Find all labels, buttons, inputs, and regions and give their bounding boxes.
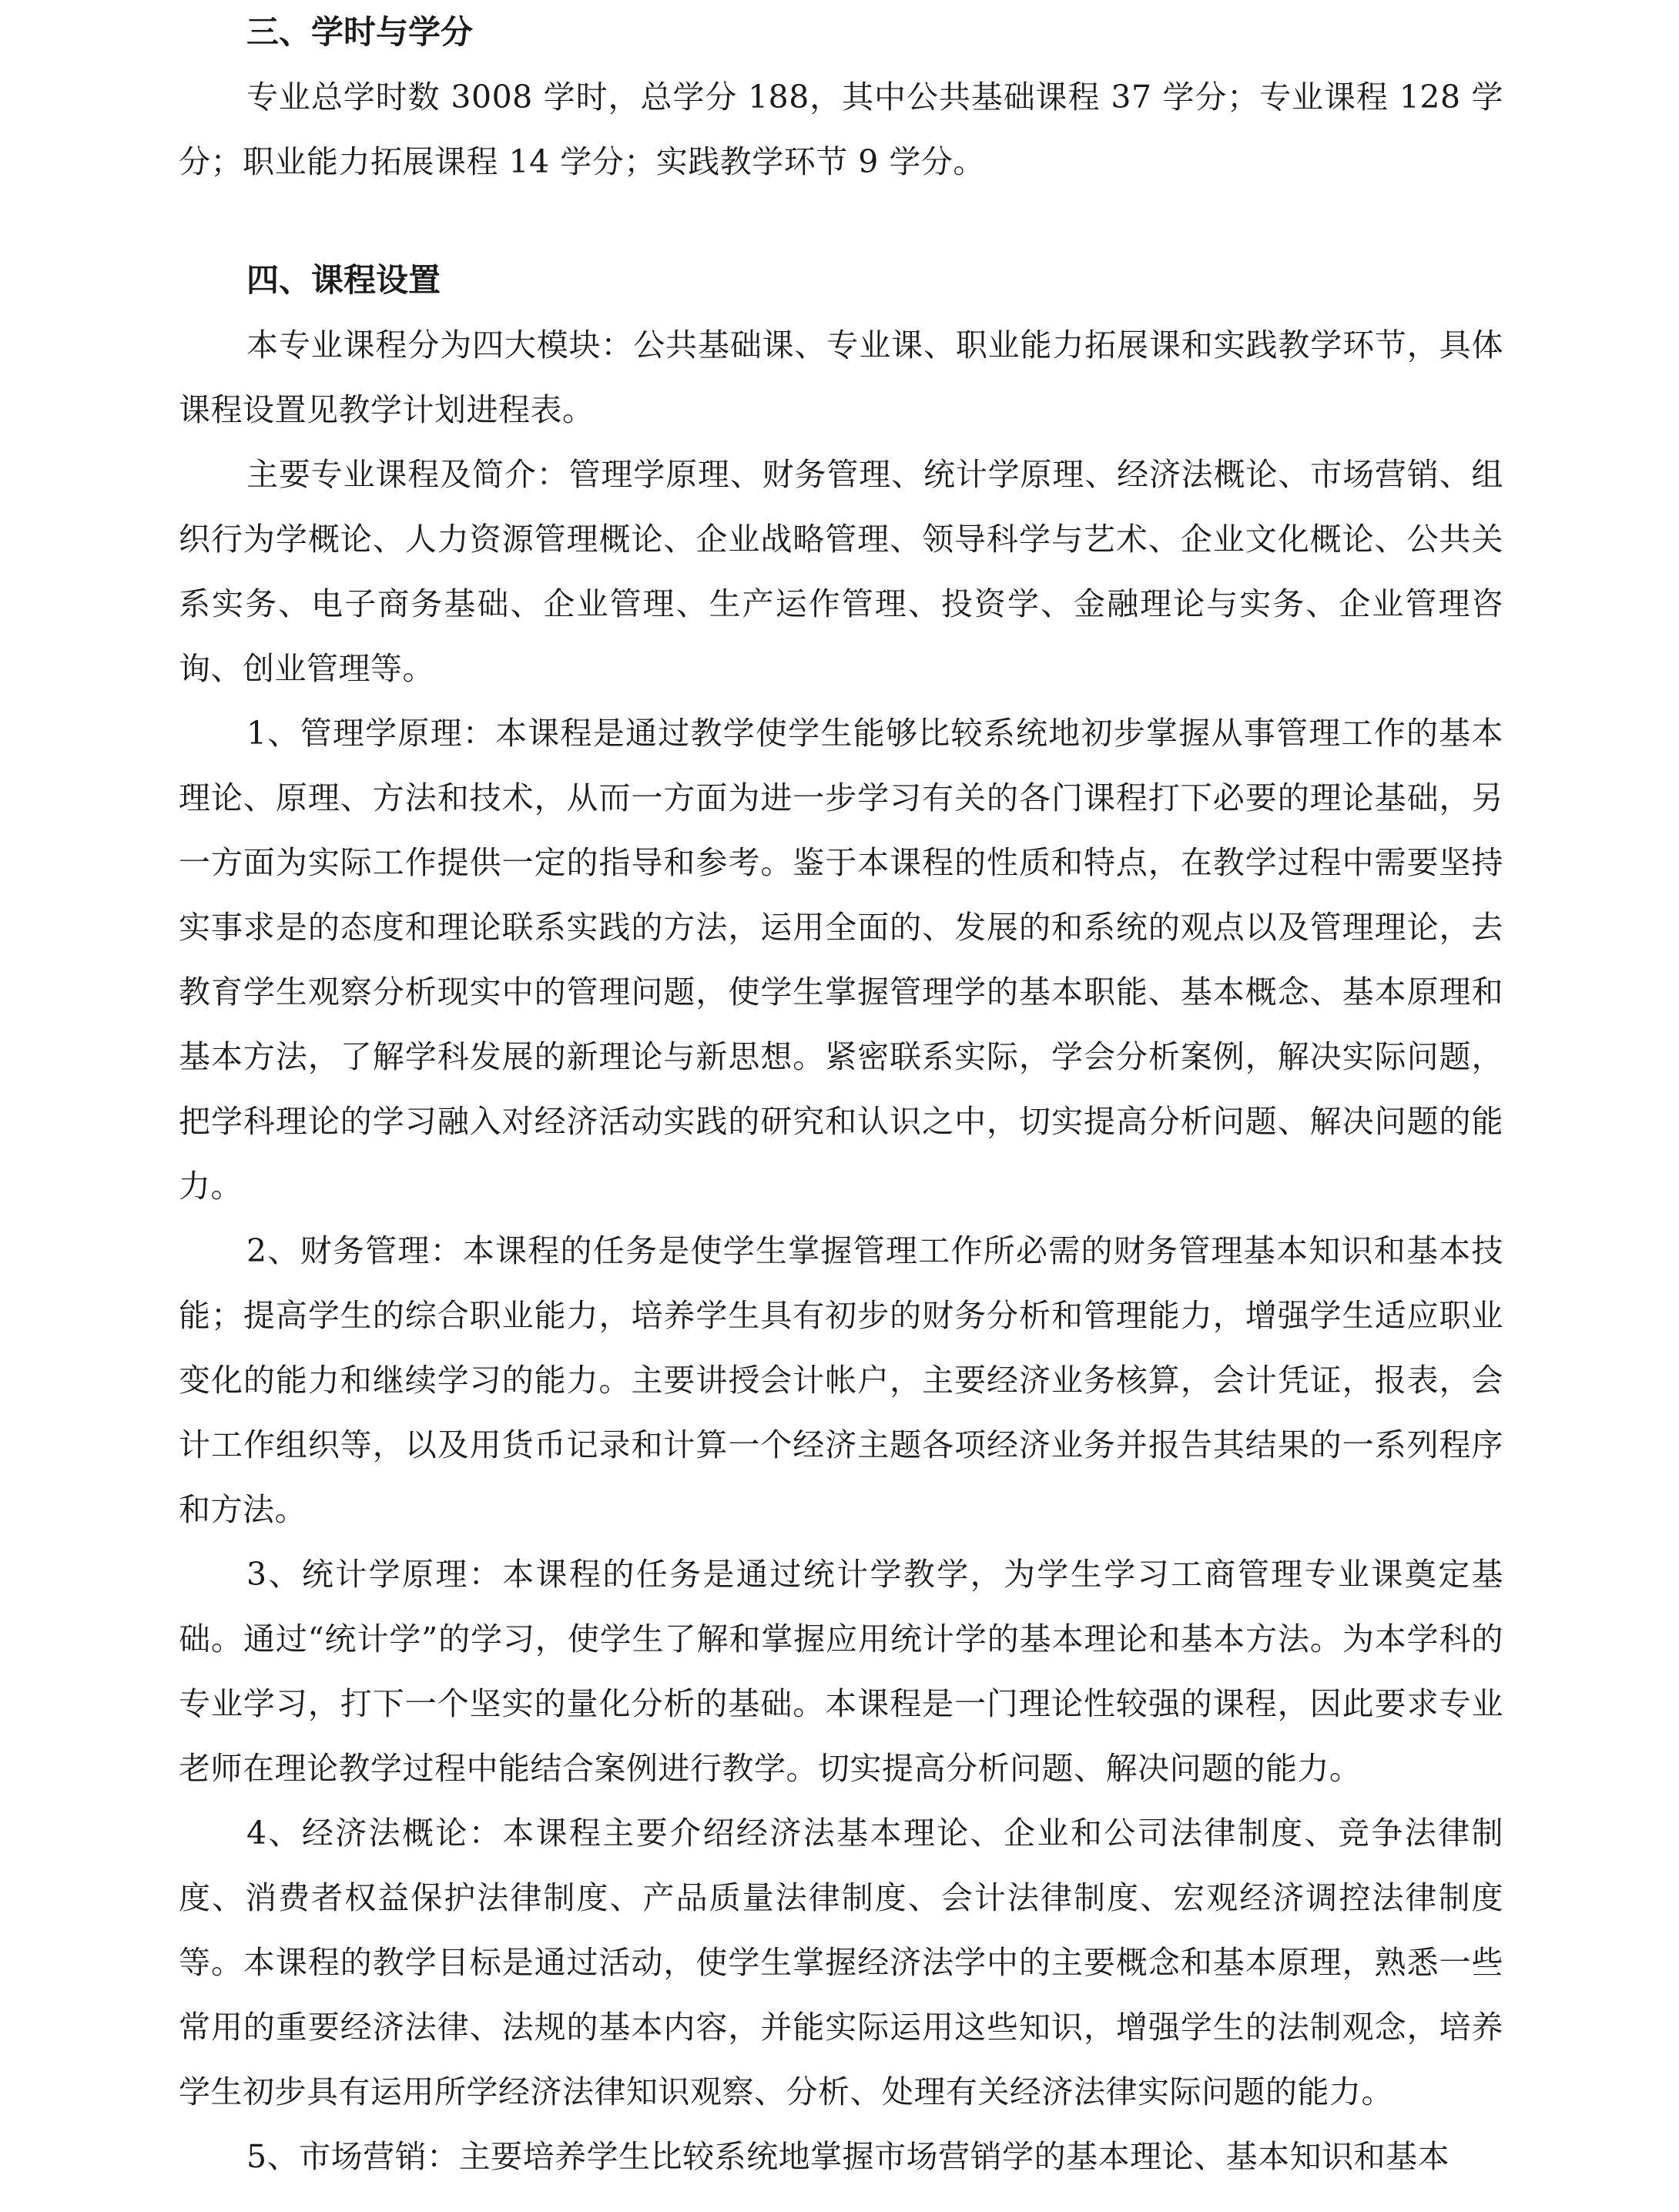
document-page bbox=[179, 0, 1503, 2189]
paragraph-course-financial-management: 2、财务管理：本课程的任务是使学生掌握管理工作所必需的财务管理基本知识和基本技能；提高学生的综合职业能力，培养学生具有初步的财务分析和管理能力，增强学生适应职业变化的能力和继续学习的能力。主要讲授会计帐户，主要经济业务核算，会计凭证，报表，会计工作组织等，以及用货币记录和计算一个经济主题各项经济业务并报告其结果的一系列程序和方法。 bbox=[179, 1232, 1503, 1528]
paragraph-course-economic-law: 4、经济法概论：本课程主要介绍经济法基本理论、企业和公司法律制度、竞争法律制度、消费者权益保护法律制度、产品质量法律制度、会计法律制度、宏观经济调控法律制度等。本课程的教学目标是通过活动，使学生掌握经济法学中的主要概念和基本原理，熟悉一些常用的重要经济法律、法规的基本内容，并能实际运用这些知识，增强学生的法制观念，培养学生初步具有运用所学经济法律知识观察、分析、处理有关经济法律实际问题的能力。 bbox=[179, 1815, 1503, 2110]
paragraph-course-marketing: 5、市场营销：主要培养学生比较系统地掌握市场营销学的基本理论、基本知识和基本 bbox=[246, 2138, 1450, 2175]
paragraph-course-statistics: 3、统计学原理：本课程的任务是通过统计学教学，为学生学习工商管理专业课奠定基础。通过“统计学”的学习，使学生了解和掌握应用统计学的基本理论和基本方法。为本学科的专业学习，打下一个坚实的量化分析的基础。本课程是一门理论性较强的课程，因此要求专业老师在理论教学过程中能结合案例进行教学。切实提高分析问题、解决问题的能力。 bbox=[179, 1556, 1503, 1787]
paragraph-credits-summary: 专业总学时数 3008 学时，总学分 188，其中公共基础课程 37 学分；专业课程 128 学分；职业能力拓展课程 14 学分；实践教学环节 9 学分。 bbox=[179, 79, 1503, 180]
section-heading-curriculum: 四、课程设置 bbox=[246, 261, 441, 299]
paragraph-curriculum-modules: 本专业课程分为四大模块：公共基础课、专业课、职业能力拓展课和实践教学环节，具体课程设置见教学计划进程表。 bbox=[179, 327, 1503, 428]
paragraph-main-courses: 主要专业课程及简介：管理学原理、财务管理、统计学原理、经济法概论、市场营销、组织行为学概论、人力资源管理概论、企业战略管理、领导科学与艺术、企业文化概论、公共关系实务、电子商务基础、企业管理、生产运作管理、投资学、金融理论与实务、企业管理咨询、创业管理等。 bbox=[179, 456, 1503, 687]
paragraph-course-management-principles: 1、管理学原理：本课程是通过教学使学生能够比较系统地初步掌握从事管理工作的基本理论、原理、方法和技术，从而一方面为进一步学习有关的各门课程打下必要的理论基础，另一方面为实际工作提供一定的指导和参考。鉴于本课程的性质和特点，在教学过程中需要坚持实事求是的态度和理论联系实践的方法，运用全面的、发展的和系统的观点以及管理理论，去教育学生观察分析现实中的管理问题，使学生掌握管理学的基本职能、基本概念、基本原理和基本方法，了解学科发展的新理论与新思想。紧密联系实际，学会分析案例，解决实际问题，把学科理论的学习融入对经济活动实践的研究和认识之中，切实提高分析问题、解决问题的能力。 bbox=[179, 715, 1503, 1205]
section-heading-credits: 三、学时与学分 bbox=[246, 13, 474, 51]
